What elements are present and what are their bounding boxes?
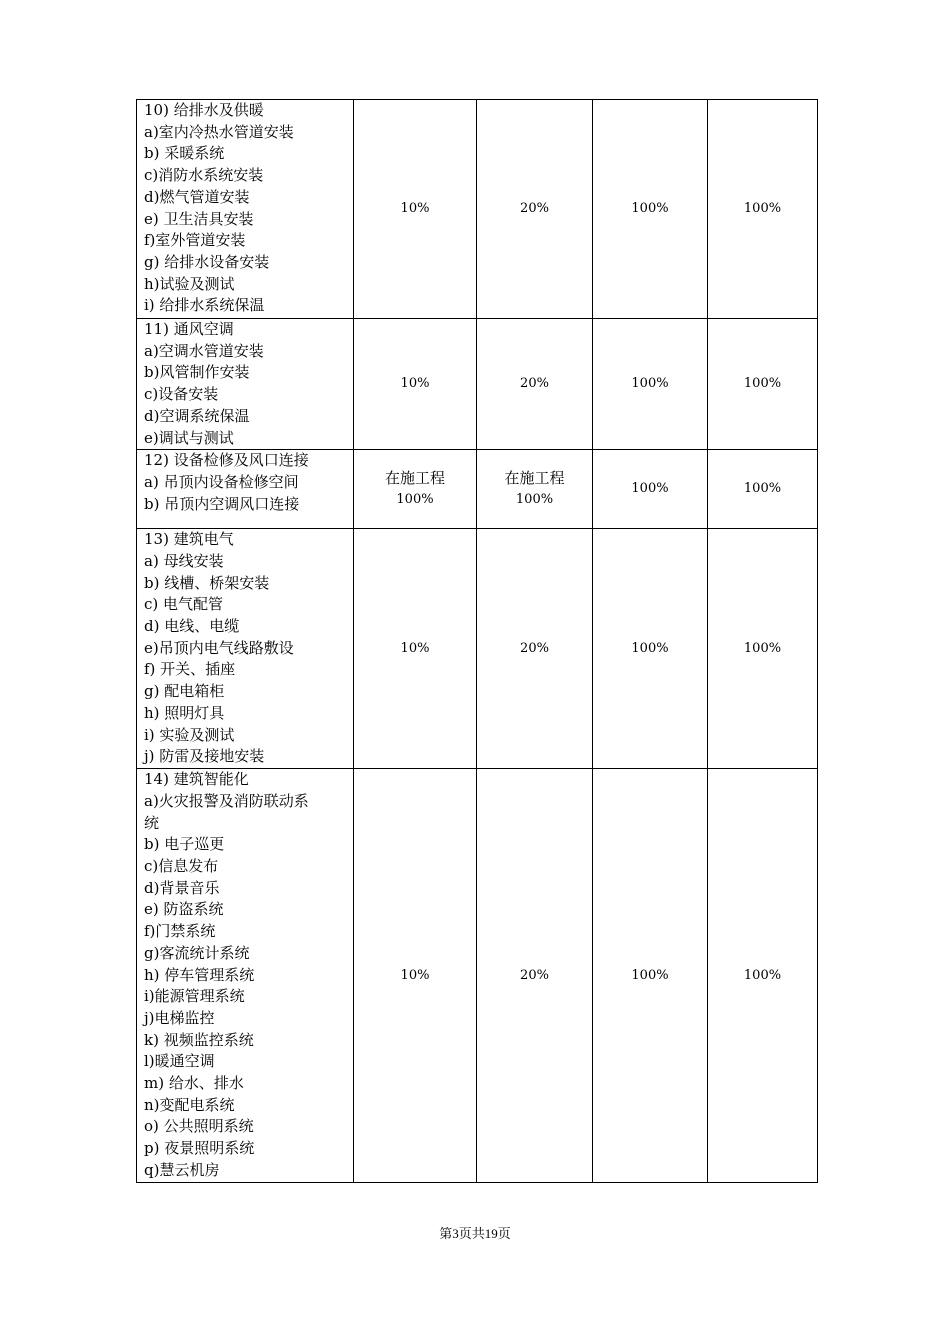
work-item-subitem: a)空调水管道安装	[144, 341, 264, 360]
progress-cell-3	[593, 450, 708, 529]
percentage-value: 100%	[631, 376, 669, 392]
work-item-subitem: h) 照明灯具	[144, 703, 225, 722]
work-item-subitem: e) 防盗系统	[144, 900, 224, 919]
percentage-value: 100%	[396, 492, 434, 508]
work-item-title: 12) 设备检修及风口连接	[144, 451, 309, 470]
work-item-subitem: g) 配电箱柜	[144, 682, 225, 701]
status-text: 在施工程	[384, 468, 445, 487]
work-item-subitem: i) 给排水系统保温	[144, 296, 265, 315]
work-item-subitem: g) 给排水设备安装	[144, 252, 270, 271]
work-item-title: 10) 给排水及供暖	[144, 101, 264, 119]
work-item-subitem: d)燃气管道安装	[144, 187, 250, 206]
work-item-subitem: c) 电气配管	[144, 595, 224, 614]
percentage-value: 10%	[400, 201, 430, 217]
work-item-subitem: i) 实验及测试	[144, 725, 235, 744]
work-item-subitem: c)消防水系统安装	[144, 166, 264, 185]
table-row	[137, 100, 818, 319]
work-item-subitem: c)信息发布	[144, 857, 219, 876]
work-item-subitem: e)吊顶内电气线路敷设	[144, 638, 294, 657]
work-item-subitem: m) 给水、排水	[144, 1074, 244, 1093]
status-text: 在施工程	[504, 468, 565, 487]
progress-cell-3	[593, 529, 708, 769]
percentage-value: 10%	[400, 967, 430, 983]
work-item-subitem: e)调试与测试	[144, 428, 234, 447]
work-item-subitem: g)客流统计系统	[144, 943, 250, 962]
progress-cell-4	[708, 450, 818, 529]
progress-cell-3	[593, 769, 708, 1183]
progress-cell-4	[708, 100, 818, 319]
work-item-cell	[137, 319, 354, 450]
progress-cell-1	[354, 769, 477, 1183]
progress-cell-1	[354, 319, 477, 450]
work-item-subitem: l)暖通空调	[144, 1052, 215, 1071]
table-row	[137, 450, 818, 529]
work-item-subitem: a)室内冷热水管道安装	[144, 122, 294, 141]
work-item-subitem: h)试验及测试	[144, 274, 235, 293]
table-row	[137, 319, 818, 450]
work-item-subitem: a)火灾报警及消防联动系	[144, 791, 309, 810]
percentage-value: 10%	[400, 376, 430, 392]
progress-cell-2	[477, 529, 593, 769]
work-item-subitem: b) 线槽、桥架安装	[144, 573, 270, 592]
work-item-cell	[137, 769, 354, 1183]
progress-cell-2	[477, 100, 593, 319]
progress-cell-4	[708, 529, 818, 769]
work-item-subitem: h) 停车管理系统	[144, 965, 255, 984]
work-item-subitem: a) 母线安装	[144, 551, 224, 570]
percentage-value: 100%	[743, 967, 782, 983]
table-body	[137, 100, 818, 1183]
percentage-value: 100%	[515, 492, 554, 508]
work-item-subitem: q)慧云机房	[144, 1160, 220, 1179]
work-item-cell	[137, 100, 354, 319]
percentage-value: 100%	[743, 376, 782, 392]
percentage-value: 100%	[631, 481, 669, 497]
work-item-subitem: o) 公共照明系统	[144, 1117, 254, 1136]
work-item-title: 14) 建筑智能化	[144, 770, 249, 789]
progress-cell-4	[708, 769, 818, 1183]
work-item-subitem: e) 卫生洁具安装	[144, 209, 254, 228]
percentage-value: 20%	[520, 967, 549, 983]
work-item-subitem: c)设备安装	[144, 385, 219, 404]
progress-table	[136, 99, 818, 1183]
work-item-subitem: d)空调系统保温	[144, 406, 250, 425]
progress-cell-1	[354, 450, 477, 529]
work-item-subitem: n)变配电系统	[144, 1095, 235, 1114]
percentage-value: 20%	[520, 376, 549, 392]
work-item-subitem: j)电梯监控	[144, 1008, 215, 1027]
progress-cell-2	[477, 450, 593, 529]
progress-cell-3	[593, 100, 708, 319]
work-item-subitem: f) 开关、插座	[144, 660, 236, 679]
percentage-value: 10%	[400, 640, 430, 656]
page-number: 第3页共19页	[439, 1226, 511, 1241]
work-item-subitem: f)门禁系统	[144, 922, 216, 941]
work-item-cell	[137, 450, 354, 529]
work-item-title: 11) 通风空调	[144, 320, 234, 338]
work-item-subitem: k) 视频监控系统	[144, 1030, 254, 1049]
percentage-value: 20%	[520, 640, 549, 656]
work-item-subitem: d)背景音乐	[144, 878, 220, 897]
table-row	[137, 529, 818, 769]
table-row	[137, 769, 818, 1183]
work-item-subitem: a) 吊顶内设备检修空间	[144, 472, 299, 491]
work-item-subitem: f)室外管道安装	[144, 231, 246, 250]
work-item-subitem: b)风管制作安装	[144, 363, 250, 382]
percentage-value: 20%	[520, 201, 549, 217]
work-item-subitem: p) 夜景照明系统	[144, 1139, 255, 1158]
percentage-value: 100%	[631, 967, 669, 983]
work-item-subitem: j) 防雷及接地安装	[144, 747, 265, 766]
work-item-subitem: i)能源管理系统	[144, 987, 245, 1006]
progress-cell-1	[354, 529, 477, 769]
percentage-value: 100%	[743, 481, 782, 497]
work-item-title: 13) 建筑电气	[144, 530, 234, 549]
work-item-subitem: d) 电线、电缆	[144, 617, 240, 636]
percentage-value: 100%	[743, 640, 782, 656]
percentage-value: 100%	[631, 201, 669, 217]
work-item-subitem: b) 电子巡更	[144, 835, 225, 854]
percentage-value: 100%	[631, 640, 669, 656]
progress-cell-2	[477, 319, 593, 450]
work-item-cell	[137, 529, 354, 769]
progress-cell-3	[593, 319, 708, 450]
progress-cell-4	[708, 319, 818, 450]
progress-cell-1	[354, 100, 477, 319]
percentage-value: 100%	[743, 201, 782, 217]
work-item-subitem: b) 吊顶内空调风口连接	[144, 494, 300, 513]
progress-cell-2	[477, 769, 593, 1183]
work-item-subitem: b) 采暖系统	[144, 144, 225, 163]
work-item-subitem: 统	[144, 813, 160, 832]
